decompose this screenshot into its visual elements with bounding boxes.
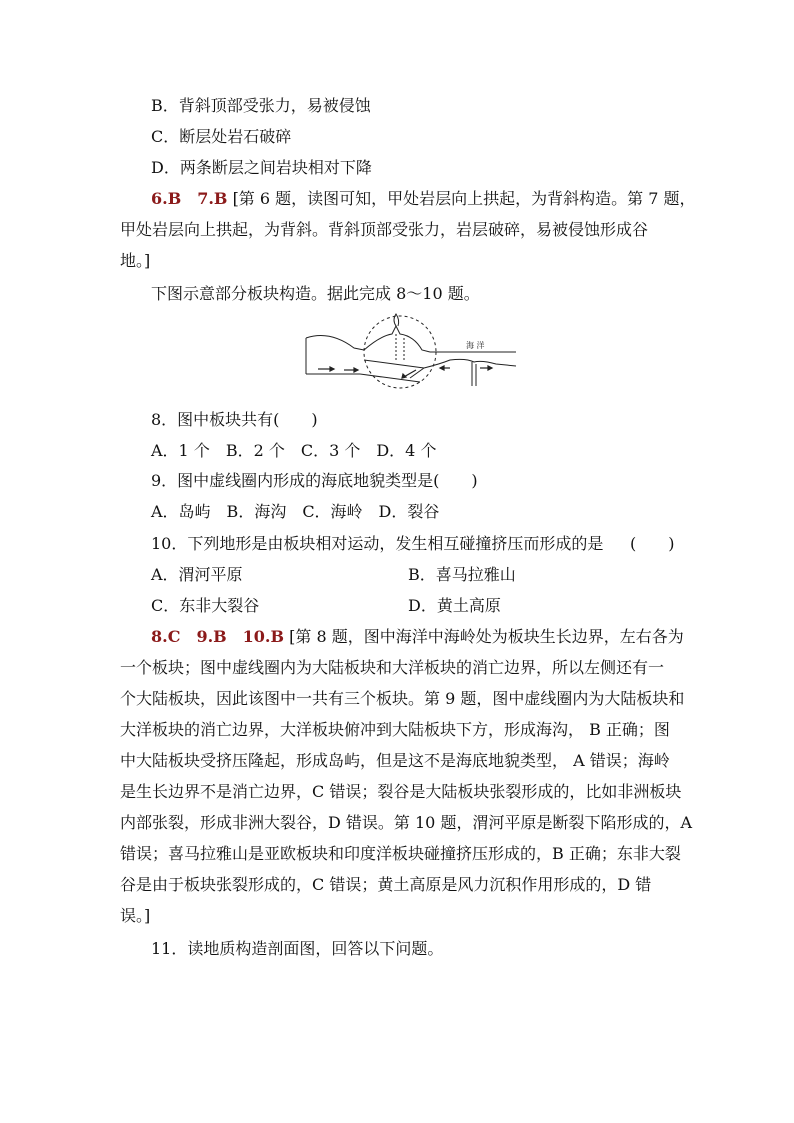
answer-6-7: 6.B 7.B [151, 189, 228, 208]
analysis-6-7-line2: 甲处岩层向上拱起，为背斜。背斜顶部受张力，岩层破碎，易被侵蚀形成谷 [120, 220, 649, 239]
q10-stem: 10．下列地形是由板块相对运动，发生相互碰撞挤压而形成的是 [151, 534, 604, 553]
analysis-8-10-line8: 错误；喜马拉雅山是亚欧板块和印度洋板块碰撞挤压形成的，B 正确；东非大裂 [120, 844, 681, 863]
q10-option-d: D．黄土高原 [408, 596, 501, 615]
analysis-8-10-line3: 个大陆板块，因此该图中一共有三个板块。第 9 题，图中虚线圈内为大陆板块和 [120, 689, 685, 708]
analysis-8-10-line2: 一个板块；图中虚线圈内为大陆板块和大洋板块的消亡边界，所以左侧还有一 [120, 658, 665, 677]
q10-option-c: C．东非大裂谷 [151, 596, 260, 615]
analysis-8-10-line6: 是生长边界不是消亡边界，C 错误；裂谷是大陆板块张裂形成的，比如非洲板块 [120, 782, 682, 801]
answer-8-10: 8.C 9.B 10.B [151, 627, 285, 646]
q10-option-a: A．渭河平原 [151, 565, 243, 584]
analysis-6-7-line1 [151, 189, 696, 209]
analysis-8-10-line1 [151, 627, 684, 647]
intro-8-10: 下图示意部分板块构造。据此完成 8～10 题。 [151, 284, 480, 303]
q8-options: A．1 个 B．2 个 C．3 个 D．4 个 [151, 441, 437, 460]
q5-option-c: C．断层处岩石破碎 [151, 127, 292, 146]
analysis-8-10-line7: 内部张裂，形成非洲大裂谷，D 错误。第 10 题，渭河平原是断裂下陷形成的，A [120, 813, 693, 832]
analysis-8-10-line4: 大洋板块的消亡边界，大洋板块俯冲到大陆板块下方，形成海沟， B 正确；图 [120, 720, 670, 739]
q5-option-d: D．两条断层之间岩块相对下降 [151, 158, 372, 177]
analysis-6-7-text1: [第 6 题，读图可知，甲处岩层向上拱起，为背斜构造。第 7 题， [232, 189, 696, 208]
q9-options: A．岛屿 B．海沟 C．海岭 D．裂谷 [151, 502, 440, 521]
analysis-8-10-line9: 谷是由于板块张裂形成的，C 错误；黄土高原是风力沉积作用形成的，D 错 [120, 875, 652, 894]
q5-option-b: B．背斜顶部受张力，易被侵蚀 [151, 96, 371, 115]
q9-stem: 9．图中虚线圈内形成的海底地貌类型是( ) [151, 471, 478, 490]
q10-option-b: B．喜马拉雅山 [408, 565, 516, 584]
q11-stem: 11．读地质构造剖面图，回答以下问题。 [151, 939, 444, 958]
ocean-label: 海 洋 [466, 341, 485, 350]
plate-tectonics-diagram [300, 312, 524, 390]
q8-stem: 8．图中板块共有( ) [151, 410, 318, 429]
analysis-8-10-line5: 中大陆板块受挤压隆起，形成岛屿，但是这不是海底地貌类型， A 错误；海岭 [120, 751, 670, 770]
q10-answer-paren: ( ) [630, 534, 675, 553]
analysis-8-10-line10: 误。] [120, 906, 151, 925]
analysis-8-10-text1: [第 8 题，图中海洋中海岭处为板块生长边界，左右各为 [289, 627, 684, 646]
analysis-6-7-line3: 地。] [120, 251, 151, 270]
